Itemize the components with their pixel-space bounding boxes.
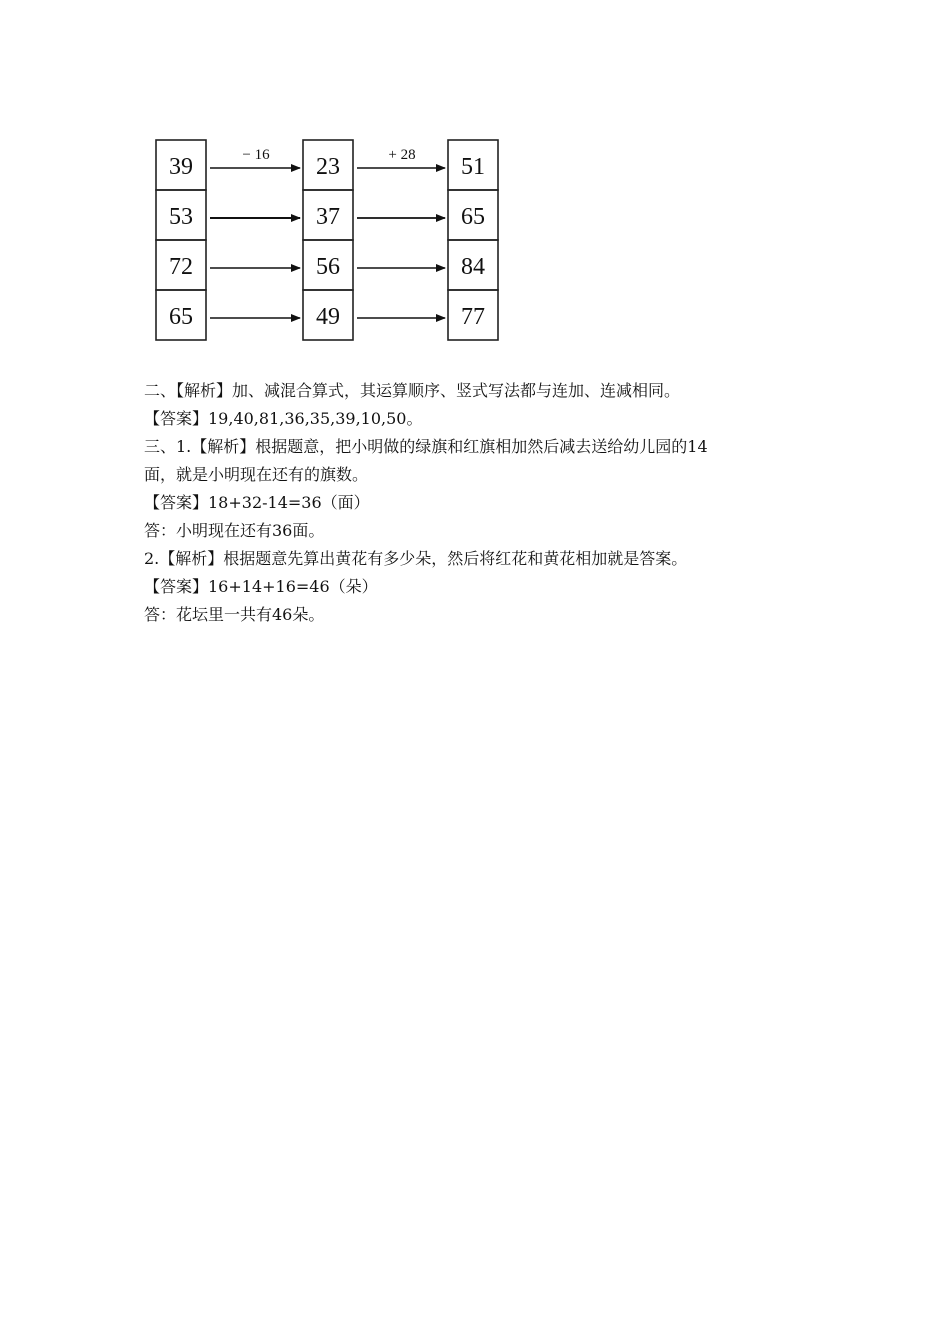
section-2-analysis: 二、【解析】加、减混合算式，其运算顺序、竖式写法都与连加、连减相同。 xyxy=(144,381,681,400)
col1-value-3: 72 xyxy=(169,254,193,280)
col2-value-3: 56 xyxy=(316,254,340,280)
add-label: + 28 xyxy=(388,147,416,163)
col1-value-4: 65 xyxy=(169,304,193,330)
subtract-label: − 16 xyxy=(242,147,270,163)
section-3-q1-analysis-cont: 面，就是小明现在还有的旗数。 xyxy=(144,465,369,484)
col3-value-1: 51 xyxy=(461,154,485,180)
col2-value-4: 49 xyxy=(316,304,340,330)
arrows-add xyxy=(357,168,445,318)
column-2 xyxy=(303,140,353,340)
section-2-answer: 【答案】19,40,81,36,35,39,10,50。 xyxy=(144,409,423,428)
section-3-q1-reply: 答：小明现在还有36面。 xyxy=(144,521,325,540)
col3-value-4: 77 xyxy=(461,304,485,330)
col1-value-1: 39 xyxy=(169,154,193,180)
column-1 xyxy=(156,140,206,340)
section-3-q2-analysis: 2.【解析】根据题意先算出黄花有多少朵，然后将红花和黄花相加就是答案。 xyxy=(144,549,688,568)
col3-value-3: 84 xyxy=(461,254,485,280)
section-3-q2-reply: 答：花坛里一共有46朵。 xyxy=(144,605,325,624)
answer-text-block xyxy=(144,377,824,629)
diagram-svg xyxy=(150,135,510,345)
section-3-q1-analysis: 三、1.【解析】根据题意，把小明做的绿旗和红旗相加然后减去送给幼儿园的14 xyxy=(144,437,708,456)
section-3-q2-answer: 【答案】16+14+16=46（朵） xyxy=(144,577,378,596)
col3-value-2: 65 xyxy=(461,204,485,230)
col1-value-2: 53 xyxy=(169,204,193,230)
col2-value-1: 23 xyxy=(316,154,340,180)
section-3-q1-answer: 【答案】18+32-14=36（面） xyxy=(144,493,370,512)
column-3 xyxy=(448,140,498,340)
arithmetic-diagram xyxy=(150,135,510,345)
arrows-subtract xyxy=(210,168,300,318)
col2-value-2: 37 xyxy=(316,204,340,230)
